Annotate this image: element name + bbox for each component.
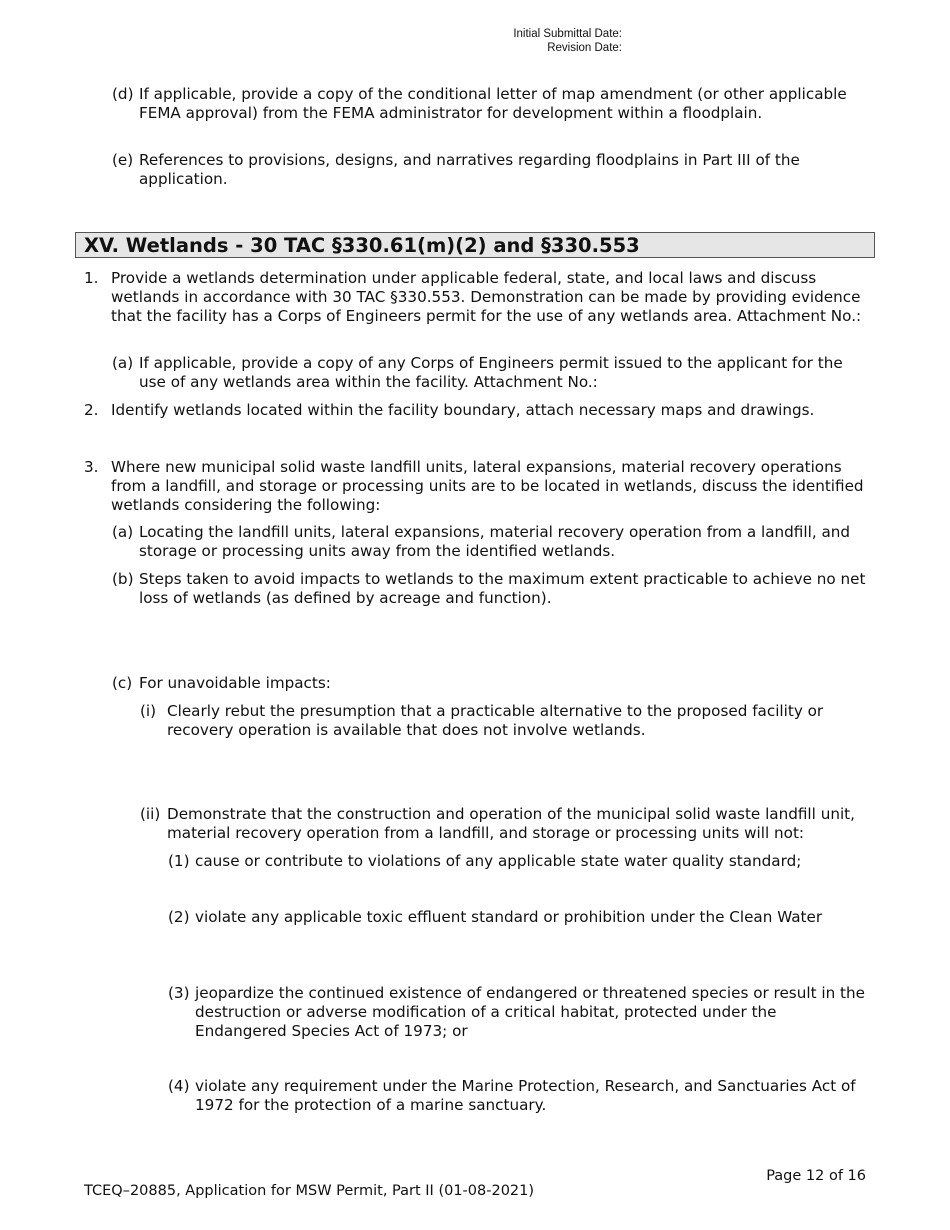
list-item-3 xyxy=(84,458,872,515)
list-item-n1 xyxy=(168,852,872,871)
list-text: jeopardize the continued existence of endangered or threatened species or result in the destruction or adverse modification of a critical habitat, protected under the Endangered Species Act of 1973; or xyxy=(195,984,865,1040)
list-label: (4) xyxy=(168,1077,190,1095)
list-label: (b) xyxy=(112,570,134,588)
list-label: (i) xyxy=(140,702,157,720)
list-text: violate any requirement under the Marine Protection, Research, and Sanctuaries Act of 1972 for the protection of a marine sanctuary. xyxy=(195,1077,856,1114)
list-text: If applicable, provide a copy of the conditional letter of map amendment (or other applicable FEMA approval) from the FEMA administrator for development within a floodplain. xyxy=(139,85,847,122)
revision-date-label: Revision Date: xyxy=(547,42,622,54)
list-text: Demonstrate that the construction and operation of the municipal solid waste landfill unit, material recovery operation from a landfill, and storage or processing units will not: xyxy=(167,805,855,842)
list-item-3c xyxy=(112,674,872,693)
list-label: 1. xyxy=(84,269,99,287)
list-label: (a) xyxy=(112,354,134,372)
list-label: (d) xyxy=(112,85,134,103)
header-submittal-block xyxy=(513,27,622,55)
list-label: (e) xyxy=(112,151,134,169)
list-label: (ii) xyxy=(140,805,161,823)
list-text: Where new municipal solid waste landfill units, lateral expansions, material recovery operations from a landfill, and storage or processing units are to be located in wetlands, discuss the identified wetlands considering the following: xyxy=(111,458,864,514)
list-label: 2. xyxy=(84,401,99,419)
list-text: References to provisions, designs, and narratives regarding floodplains in Part III of the application. xyxy=(139,151,800,188)
list-text: cause or contribute to violations of any applicable state water quality standard; xyxy=(195,852,802,870)
form-identifier: TCEQ–20885, Application for MSW Permit, Part II (01-08-2021) xyxy=(84,1183,535,1199)
list-item-d xyxy=(112,85,872,123)
list-label: (c) xyxy=(112,674,133,692)
list-item-1 xyxy=(84,269,872,326)
list-label: (3) xyxy=(168,984,190,1002)
list-item-3b xyxy=(112,570,872,608)
list-text: Provide a wetlands determination under applicable federal, state, and local laws and discuss wetlands in accordance with 30 TAC §330.553. Demonstration can be made by providing evidence that the facility has a Corps of Engineers permit for the use of any wetlands area. Attachment No.: xyxy=(111,269,862,325)
list-text: Steps taken to avoid impacts to wetlands to the maximum extent practicable to achieve no net loss of wetlands (as defined by acreage and function). xyxy=(139,570,866,607)
section-title: XV. Wetlands - 30 TAC §330.61(m)(2) and §330.553 xyxy=(84,234,640,257)
list-text: Identify wetlands located within the facility boundary, attach necessary maps and drawings. xyxy=(111,401,815,419)
page-number: Page 12 of 16 xyxy=(766,1168,866,1184)
list-text: If applicable, provide a copy of any Corps of Engineers permit issued to the applicant for the use of any wetlands area within the facility. Attachment No.: xyxy=(139,354,843,391)
list-item-e xyxy=(112,151,872,189)
section-header-wetlands xyxy=(75,232,875,258)
list-item-3a xyxy=(112,523,872,561)
list-item-3c-ii xyxy=(140,805,872,843)
list-item-n3 xyxy=(168,984,872,1041)
list-item-n2 xyxy=(168,908,872,927)
list-item-1a xyxy=(112,354,872,392)
list-text: Locating the landfill units, lateral expansions, material recovery operation from a landfill, and storage or processing units away from the identified wetlands. xyxy=(139,523,851,560)
list-label: 3. xyxy=(84,458,99,476)
list-text: violate any applicable toxic effluent standard or prohibition under the Clean Water xyxy=(195,908,823,926)
initial-submittal-date-label: Initial Submittal Date: xyxy=(513,28,622,40)
list-text: For unavoidable impacts: xyxy=(139,674,331,692)
list-label: (1) xyxy=(168,852,190,870)
list-text: Clearly rebut the presumption that a practicable alternative to the proposed facility or recovery operation is available that does not involve wetlands. xyxy=(167,702,824,739)
list-item-3c-i xyxy=(140,702,872,740)
list-item-2 xyxy=(84,401,872,420)
list-item-n4 xyxy=(168,1077,872,1115)
list-label: (2) xyxy=(168,908,190,926)
list-label: (a) xyxy=(112,523,134,541)
